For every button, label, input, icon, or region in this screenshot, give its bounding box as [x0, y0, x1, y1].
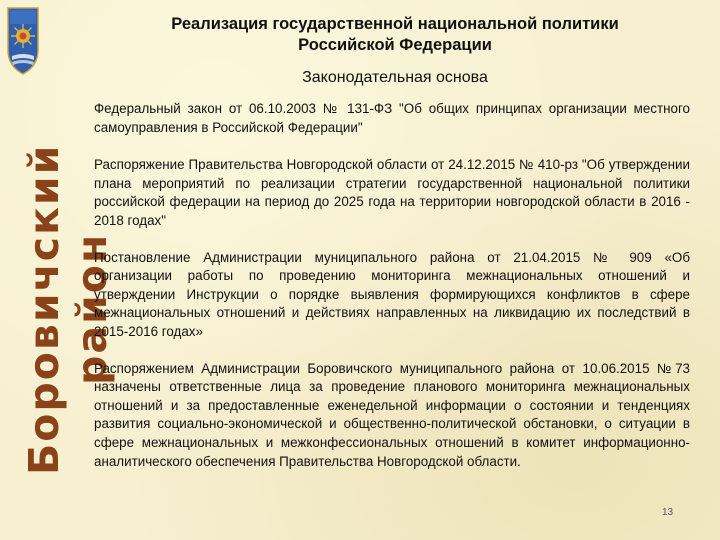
paragraph-administration-order: Распоряжением Администрации Боровичского муниципального района от 10.06.2015 №73 назначены ответственные лица за проведение планового мониторинга межнациональных отношений и за предоставленные еженедельной информации о состоянии и тенденциях развития социально-экономической и общественно-политической обстановки, о ситуации в сфере межнациональных и межконфессиональных отношений в комитет информационно-аналитического обеспечения Правительства Новгородской области.	[94, 360, 690, 469]
paragraph-federal-law: Федеральный закон от 06.10.2003 № 131-ФЗ "Об общих принципах организации местного самоуправления в Российской Федерации"	[94, 101, 690, 135]
section-subtitle: Законодательная основа	[302, 69, 488, 86]
paragraph-administration-resolution: Постановление Администрации муниципального района от 21.04.2015 № 909 «Об организации работы по проведению мониторинга межнациональных отношений и утверждении Инструкции о порядке выявления формирующихся конфликтов в сфере межнациональных отношений и действиях направленных на ликвидацию их последствий в 2015-2016 годах»	[94, 249, 690, 339]
sidebar	[0, 0, 116, 540]
page-number: 13	[662, 507, 674, 518]
content-body	[94, 100, 690, 471]
page-title-line-1: Реализация государственной национальной политики	[171, 15, 619, 33]
sidebar-district-title: Боровичский район	[20, 143, 116, 475]
page-header	[100, 14, 690, 56]
page-title-line-2: Российской Федерации	[298, 36, 492, 54]
coat-of-arms-icon	[6, 6, 40, 76]
paragraph-regional-order: Распоряжение Правительства Новгородской области от 24.12.2015 № 410-рз "Об утверждении плана мероприятий по реализации стратегии государственной национальной политики российской федерации на период до 2025 года на территории новгородской области в 2016 - 2018 годах"	[94, 157, 690, 228]
